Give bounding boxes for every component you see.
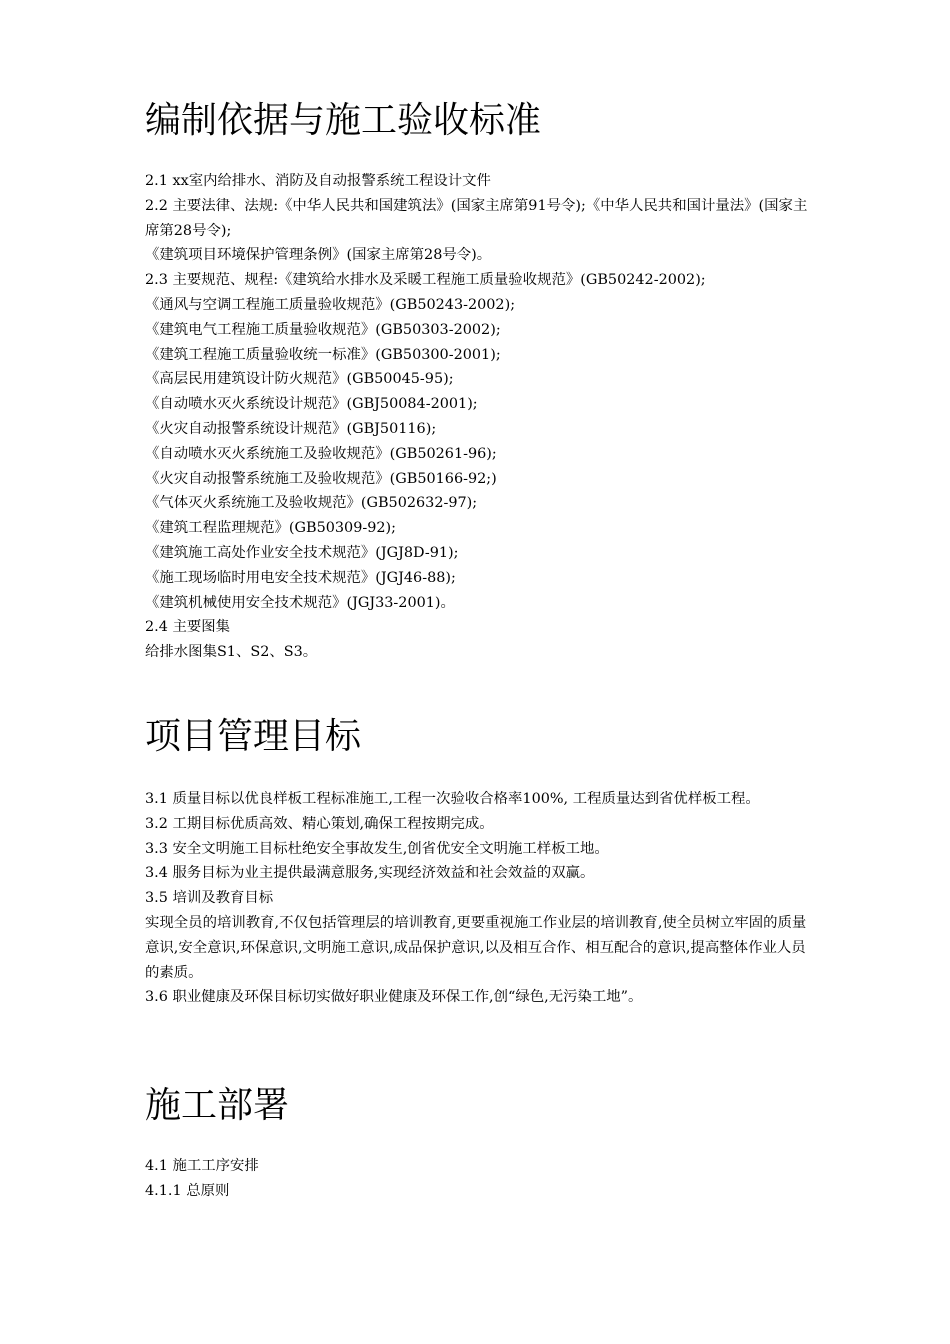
paragraph: 《建筑项目环境保护管理条例》(国家主席第28号令)。 bbox=[145, 247, 492, 264]
paragraph: 《火灾自动报警系统施工及验收规范》(GB50166-92;) bbox=[145, 470, 497, 487]
paragraph: 《建筑工程监理规范》(GB50309-92); bbox=[145, 520, 397, 537]
paragraph: 《高层民用建筑设计防火规范》(GB50045-95); bbox=[145, 371, 454, 388]
paragraph: 给排水图集S1、S2、S3。 bbox=[145, 644, 318, 661]
section-body bbox=[145, 787, 810, 1010]
paragraph: 3.5 培训及教育目标 bbox=[145, 890, 274, 907]
paragraph: 2.1 xx室内给排水、消防及自动报警系统工程设计文件 bbox=[145, 173, 491, 189]
section-body bbox=[145, 1154, 810, 1204]
section-heading: 施工部署 bbox=[145, 1085, 290, 1126]
section-compilation-basis bbox=[145, 99, 810, 665]
paragraph: 3.4 服务目标为业主提供最满意服务,实现经济效益和社会效益的双赢。 bbox=[145, 865, 595, 882]
paragraph: 《建筑施工高处作业安全技术规范》(JGJ8D-91); bbox=[145, 544, 459, 561]
paragraph: 《建筑电气工程施工质量验收规范》(GB50303-2002); bbox=[145, 321, 501, 338]
paragraph: 4.1 施工工序安排 bbox=[145, 1158, 259, 1174]
section-heading: 项目管理目标 bbox=[145, 716, 362, 757]
paragraph: 实现全员的培训教育,不仅包括管理层的培训教育,更要重视施工作业层的培训教育,使全员树立牢固的质量意识,安全意识,环保意识,文明施工意识,成品保护意识,以及相互合作、相互配合的意识,提高整体作业人员的素质。 bbox=[145, 914, 807, 981]
paragraph: 4.1.1 总原则 bbox=[145, 1182, 230, 1199]
paragraph: 《自动喷水灭火系统设计规范》(GBJ50084-2001); bbox=[145, 396, 478, 413]
paragraph: 3.3 安全文明施工目标杜绝安全事故发生,创省优安全文明施工样板工地。 bbox=[145, 840, 609, 857]
paragraph: 《火灾自动报警系统设计规范》(GBJ50116); bbox=[145, 420, 437, 437]
paragraph: 《建筑机械使用安全技术规范》(JGJ33-2001)。 bbox=[145, 594, 455, 611]
paragraph: 《通风与空调工程施工质量验收规范》(GB50243-2002); bbox=[145, 296, 516, 313]
paragraph: 2.3 主要规范、规程:《建筑给水排水及采暖工程施工质量验收规范》(GB50242-2002); bbox=[145, 272, 706, 289]
section-project-management-goals bbox=[145, 715, 810, 1010]
paragraph: 3.2 工期目标优质高效、精心策划,确保工程按期完成。 bbox=[145, 815, 494, 832]
paragraph: 《施工现场临时用电安全技术规范》(JGJ46-88); bbox=[145, 569, 456, 586]
section-body bbox=[145, 169, 810, 665]
paragraph: 《气体灭火系统施工及验收规范》(GB502632-97); bbox=[145, 495, 478, 512]
paragraph: 2.2 主要法律、法规:《中华人民共和国建筑法》(国家主席第91号令);《中华人民共和国计量法》(国家主席第28号令); bbox=[145, 197, 808, 239]
section-construction-deployment bbox=[145, 1084, 810, 1204]
paragraph: 《自动喷水灭火系统施工及验收规范》(GB50261-96); bbox=[145, 445, 497, 462]
paragraph: 3.1 质量目标以优良样板工程标准施工,工程一次验收合格率100%, 工程质量达到省优样板工程。 bbox=[145, 791, 760, 807]
paragraph: 《建筑工程施工质量验收统一标准》(GB50300-2001); bbox=[145, 346, 501, 363]
paragraph: 3.6 职业健康及环保目标切实做好职业健康及环保工作,创“绿色,无污染工地”。 bbox=[145, 989, 643, 1006]
paragraph: 2.4 主要图集 bbox=[145, 619, 231, 636]
section-heading: 编制依据与施工验收标准 bbox=[145, 100, 542, 141]
